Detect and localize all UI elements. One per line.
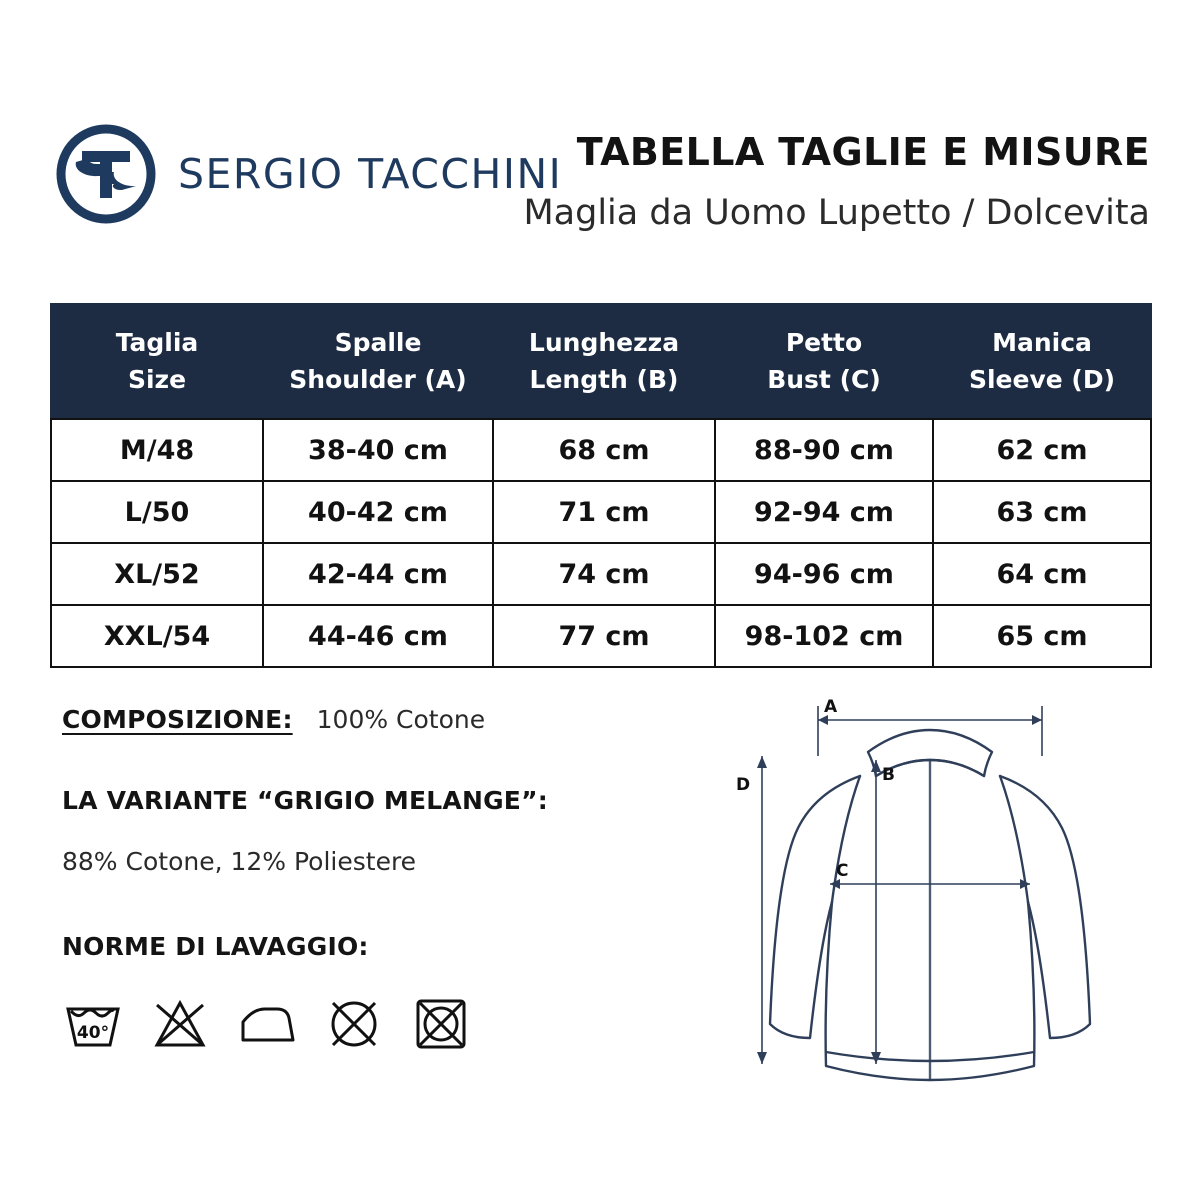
variant-block [62, 786, 662, 876]
cell-bust: 88-90 cm [715, 419, 933, 481]
brand-name: SERGIO TACCHINI [178, 150, 563, 198]
wash-40-icon [62, 993, 124, 1055]
wash-label: NORME DI LAVAGGIO: [62, 932, 369, 961]
do-not-tumble-dry-icon [410, 993, 472, 1055]
header-en: Bust (C) [767, 364, 881, 394]
cell-shoulder: 42-44 cm [263, 543, 493, 605]
title-block [470, 132, 1150, 232]
do-not-bleach-icon [149, 993, 211, 1055]
table-row [51, 543, 1151, 605]
header-en: Sleeve (D) [968, 364, 1116, 394]
cell-size: XXL/54 [51, 605, 263, 667]
cell-bust: 92-94 cm [715, 481, 933, 543]
cell-bust: 94-96 cm [715, 543, 933, 605]
svg-text:A: A [824, 697, 838, 717]
cell-length: 74 cm [493, 543, 715, 605]
variant-value: 88% Cotone, 12% Poliestere [62, 847, 417, 876]
cell-bust: 98-102 cm [715, 605, 933, 667]
header-it: Petto [785, 328, 863, 358]
header-en: Shoulder (A) [289, 364, 467, 394]
page-title: TABELLA TAGLIE E MISURE [576, 130, 1150, 174]
svg-text:40°: 40° [76, 1023, 110, 1043]
cell-sleeve: 64 cm [933, 543, 1151, 605]
cell-size: M/48 [51, 419, 263, 481]
cell-length: 77 cm [493, 605, 715, 667]
cell-shoulder: 40-42 cm [263, 481, 493, 543]
care-icon-list [62, 993, 662, 1055]
cell-size: XL/52 [51, 543, 263, 605]
variant-label: LA VARIANTE “GRIGIO MELANGE”: [62, 786, 548, 815]
table-header-shoulder [263, 304, 493, 419]
table-row [51, 605, 1151, 667]
iron-icon [236, 993, 298, 1055]
svg-text:C: C [836, 861, 849, 881]
cell-sleeve: 65 cm [933, 605, 1151, 667]
cell-size: L/50 [51, 481, 263, 543]
table-row [51, 419, 1151, 481]
cell-shoulder: 38-40 cm [263, 419, 493, 481]
svg-text:B: B [882, 765, 895, 785]
header-it: Manica [992, 328, 1092, 358]
composition-row [62, 705, 662, 734]
composition-label: COMPOSIZIONE: [62, 705, 293, 734]
table-header-sleeve [933, 304, 1151, 419]
size-table [50, 303, 1152, 668]
cell-sleeve: 63 cm [933, 481, 1151, 543]
header-it: Taglia [115, 328, 199, 358]
product-info [62, 705, 662, 1055]
header-en: Length (B) [529, 364, 679, 394]
document-header [0, 110, 1200, 280]
svg-text:D: D [736, 775, 751, 795]
header-en: Size [127, 364, 187, 394]
cell-length: 71 cm [493, 481, 715, 543]
cell-shoulder: 44-46 cm [263, 605, 493, 667]
do-not-dry-clean-icon [323, 993, 385, 1055]
table-header-size [51, 304, 263, 419]
wash-block [62, 932, 662, 1055]
table-row [51, 481, 1151, 543]
sergio-tacchini-logo-icon [52, 120, 160, 228]
cell-sleeve: 62 cm [933, 419, 1151, 481]
header-it: Spalle [334, 328, 422, 358]
garment-diagram [700, 660, 1160, 1120]
table-header-length [493, 304, 715, 419]
composition-value: 100% Cotone [316, 705, 486, 734]
header-it: Lunghezza [528, 328, 680, 358]
page-subtitle: Maglia da Uomo Lupetto / Dolcevita [523, 192, 1150, 233]
table-header-row [51, 304, 1151, 419]
cell-length: 68 cm [493, 419, 715, 481]
table-header-bust [715, 304, 933, 419]
